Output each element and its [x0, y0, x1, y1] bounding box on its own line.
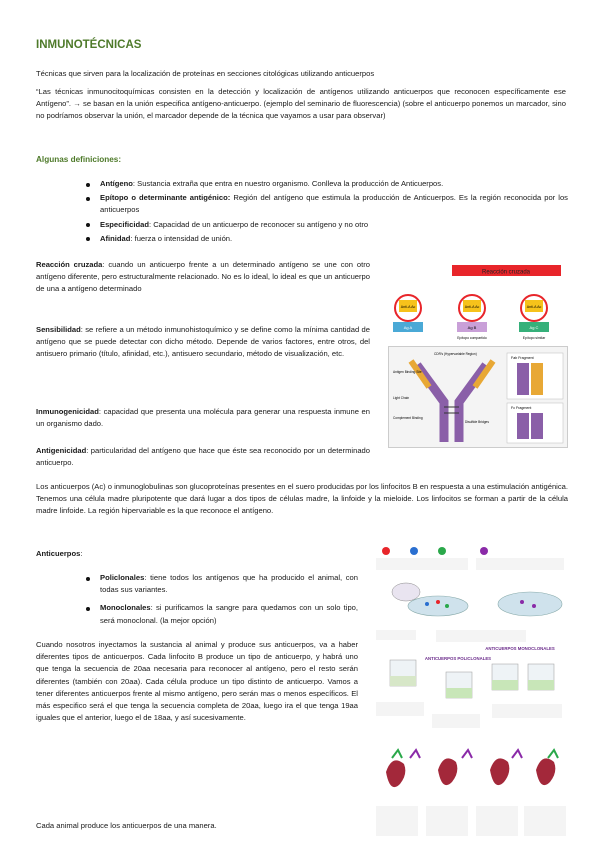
antibody-group-1	[393, 295, 423, 332]
svg-text:Complement Binding: Complement Binding	[393, 416, 423, 420]
sensibilidad-term: Sensibilidad	[36, 325, 81, 334]
definition-text: : fuerza o intensidad de unión.	[130, 233, 233, 243]
svg-text:CDR's (Hypervariable Region): CDR's (Hypervariable Region)	[434, 352, 477, 356]
svg-text:Antigen Binding Site: Antigen Binding Site	[393, 370, 422, 374]
reaccion-text: : cuando un anticuerpo frente a un determinado antígeno se une con otro antígeno diferente, pero estructuralmente relacionado. No es lo ideal, lo ideal es que un anticuerpo de una a antígeno determinado	[36, 260, 370, 294]
sensibilidad-text: : se refiere a un método inmunohistoquímico y se define como la mínima cantidad de antígeno que se puede detectar con dicho método. Depende de varios factores, entre otros, del antisuero primario (título, afinidad, etc.), antisuero secundario, método de visualización, etc.	[36, 325, 370, 359]
beaker-icon	[492, 664, 518, 690]
anticuerpos-heading: Anticuerpos:	[36, 549, 83, 558]
antigenicidad-text: : particularidad del antígeno que hace que éste sea reconocido por un determinado anticuerpo.	[36, 446, 370, 468]
definition-item	[100, 233, 568, 245]
cross-reaction-figure	[384, 262, 564, 344]
svg-text:Disulfide Bridges: Disulfide Bridges	[465, 420, 489, 424]
policlonales-label: ANTICUERPOS POLICLONALES	[424, 656, 492, 661]
definition-item	[100, 178, 568, 190]
definitions-heading: Algunas definiciones:	[36, 155, 122, 164]
svg-text:Epítopo similar: Epítopo similar	[522, 336, 546, 340]
svg-text:Ag A: Ag A	[403, 325, 413, 330]
definition-text: : Capacidad de un anticuerpo de reconocer su antígeno y no otro	[148, 219, 369, 229]
anticuerpos-paragraph: Los anticuerpos (Ac) o inmunoglobulinas son glucoproteínas presentes en el suero producidas por los linfocitos B en respuesta a una estimulación antigénica. Tenemos una célula madre pluripotente que dará lugar a dos tipos de células madre, la linfoide y la mieloide. Los linfocitos se forman a partir de la célula madre linfoide. La región hipervariable es la que reconoce el antígeno.	[36, 482, 568, 516]
anticuerpos-list	[100, 572, 358, 627]
page-title: INMUNOTÉCNICAS	[36, 39, 142, 51]
inmunogenicidad-paragraph	[36, 406, 370, 430]
svg-text:Fc Fragment: Fc Fragment	[511, 406, 532, 410]
antibody-group-2	[457, 295, 487, 340]
definition-term: Antígeno	[100, 179, 133, 188]
definition-term: Epítopo o determinante antigénico:	[100, 193, 231, 203]
definitions-list	[100, 178, 568, 245]
svg-text:Ag C: Ag C	[529, 325, 539, 330]
definition-term: Especificidad	[100, 219, 149, 229]
reaccion-cruzada-paragraph	[36, 259, 370, 296]
beaker-icon	[390, 660, 416, 686]
cross-reaction-banner: Reacción cruzada	[481, 269, 531, 276]
anticuerpo-item: Policlonales: tiene todos los antígenos que ha producido el animal, con todas sus variantes.	[100, 572, 358, 596]
intro-text: Técnicas que sirven para la localización de proteínas en secciones citológicas utilizando anticuerpos	[36, 69, 375, 78]
svg-text:Anti-A Ac: Anti-A Ac	[526, 305, 542, 309]
antibody-structure-figure	[388, 346, 568, 448]
antibody-group-3	[519, 295, 549, 340]
svg-text:Epítopo compartido: Epítopo compartido	[457, 336, 487, 340]
svg-text:Anti-A Ac: Anti-A Ac	[464, 305, 480, 309]
sensibilidad-paragraph	[36, 324, 370, 361]
inyectamos-paragraph: Cuando nosotros inyectamos la sustancia al animal y produce sus anticuerpos, va a haber diferentes tipos de anticuerpos. Cada linfocito B produce un tipo de anticuerpo, y habrá uno que tenga la secuencia de 20aa necesaria para reconocer al antígeno, pero el resto serán diferentes (también con 20aa). Cada célula produce un tipo distinto de anticuerpo. Vamos a tener diferentes anticuerpos frente al mismo antígeno, pero serán mas o menos específicos. El más especifico será el que tenga la secuencia completa de 20aa, luego ira el que tenga 19aa iguales que el anterior, luego el de 18aa, y así sucesivamente.	[36, 640, 358, 723]
definition-text: : Sustancia extraña que entra en nuestro organismo. Conlleva la producción de Anticuerpos.	[132, 179, 444, 188]
quote-paragraph: “Las técnicas inmunocitoquímicas consisten en la detección y localización de antígenos utilizando anticuerpos que reconocen específicamente ese Antígeno”. → se basan en la unión especifica antígeno-anticuerpo. (ejemplo del seminario de fluorescencia) (sobre el anticuerpo ponemos un marcador, sino no podríamos observar la unión, el marcador depende de la técnica que vayamos a usar para observar)	[36, 87, 566, 121]
svg-text:Light Chain: Light Chain	[393, 396, 410, 400]
definition-item	[100, 192, 568, 216]
definition-term: Afinidad	[100, 233, 131, 243]
svg-text:Fab Fragment: Fab Fragment	[511, 356, 534, 360]
antigenicidad-term: Antigenicidad	[36, 446, 87, 455]
beaker-icon	[528, 664, 554, 690]
inmunogenicidad-text: : capacidad que presenta una molécula para generar una respuesta inmune en un organismo dado.	[36, 407, 370, 429]
svg-text:Anti-A Ac: Anti-A Ac	[400, 305, 416, 309]
svg-text:Ag B: Ag B	[467, 325, 477, 330]
definition-item	[100, 219, 568, 231]
anticuerpo-item: Monoclonales: si purificamos la sangre para quedamos con un solo tipo, será monoclonal. (la mejor opción)	[100, 602, 358, 626]
cada-animal-text: Cada animal produce los anticuerpos de una manera.	[36, 821, 217, 830]
monoclonales-label: ANTICUERPOS MONOCLONALES	[485, 646, 555, 651]
beaker-icon	[446, 672, 472, 698]
reaccion-term: Reacción cruzada	[36, 260, 103, 269]
polyclonal-monoclonal-figure	[372, 544, 568, 842]
definition-text: Región del antígeno que estimula la producción de Anticuerpos. Es la región reconocida por los anticuerpos	[100, 193, 568, 215]
antigenicidad-paragraph	[36, 445, 370, 469]
inmunogenicidad-term: Inmunogenicidad	[36, 407, 99, 416]
